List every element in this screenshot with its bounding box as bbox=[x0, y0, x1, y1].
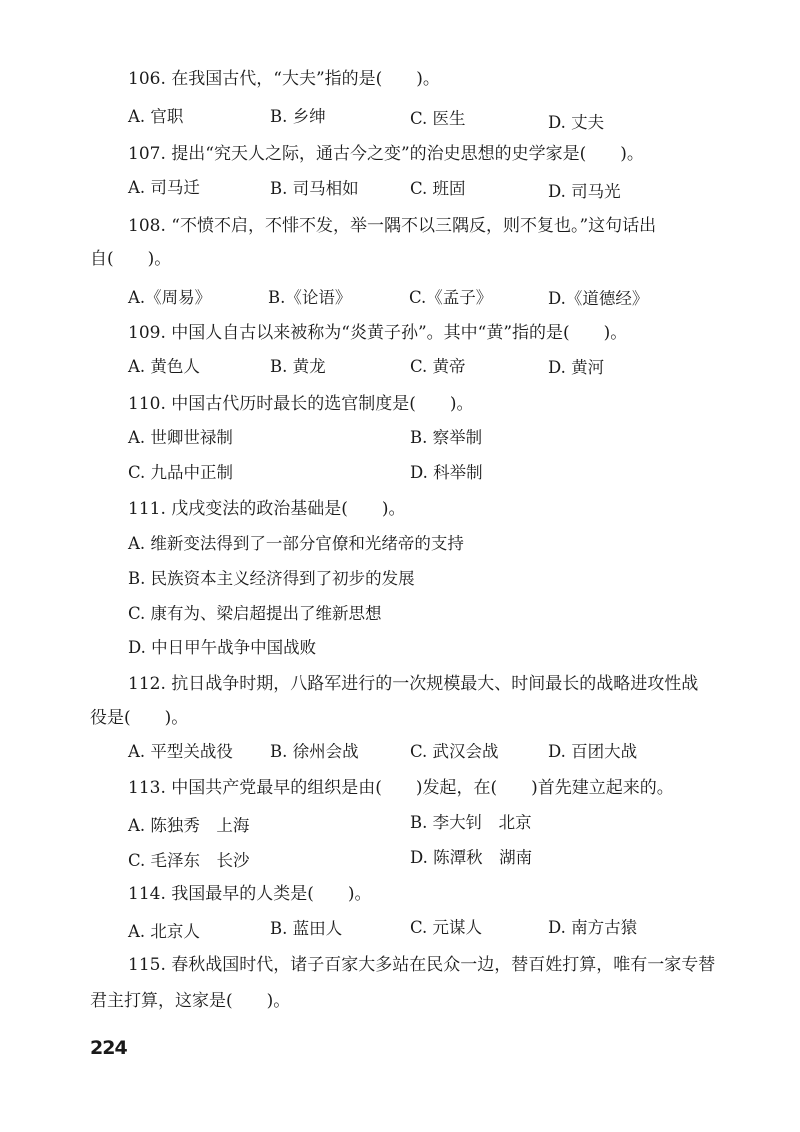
q114-option-b: B. 蓝田人 bbox=[270, 919, 343, 938]
question-106-stem: 106. 在我国古代，“大夫”指的是( )。 bbox=[128, 69, 440, 89]
q109-option-d: D. 黄河 bbox=[548, 358, 605, 377]
question-115-stem: 115. 春秋战国时代，诸子百家大多站在民众一边，替百姓打算，唯有一家专替 bbox=[128, 955, 716, 975]
q107-option-d: D. 司马光 bbox=[548, 182, 621, 201]
q107-option-a: A. 司马迁 bbox=[128, 178, 200, 197]
question-111-stem: 111. 戊戌变法的政治基础是( )。 bbox=[128, 499, 406, 519]
q109-option-a: A. 黄色人 bbox=[128, 357, 200, 376]
q106-option-b: B. 乡绅 bbox=[270, 107, 326, 126]
q113-option-a: A. 陈独秀 上海 bbox=[128, 816, 250, 835]
q114-option-c: C. 元谋人 bbox=[410, 918, 483, 937]
q107-option-c: C. 班固 bbox=[410, 179, 466, 198]
q106-option-c: C. 医生 bbox=[410, 109, 466, 128]
q108-option-a: A.《周易》 bbox=[128, 288, 212, 307]
q112-option-d: D. 百团大战 bbox=[548, 742, 638, 761]
question-113-stem: 113. 中国共产党最早的组织是由( )发起，在( )首先建立起来的。 bbox=[128, 778, 674, 798]
question-114-stem: 114. 我国最早的人类是( )。 bbox=[128, 884, 372, 904]
q110-option-a: A. 世卿世禄制 bbox=[128, 428, 233, 447]
q109-option-c: C. 黄帝 bbox=[410, 357, 466, 376]
question-112-stem-continued: 役是( )。 bbox=[90, 708, 189, 728]
q107-option-b: B. 司马相如 bbox=[270, 179, 359, 198]
question-110-stem: 110. 中国古代历时最长的选官制度是( )。 bbox=[128, 394, 474, 414]
q111-option-c: C. 康有为、梁启超提出了维新思想 bbox=[128, 604, 382, 623]
q113-option-c: C. 毛泽东 长沙 bbox=[128, 851, 250, 870]
q113-option-d: D. 陈潭秋 湖南 bbox=[410, 848, 533, 867]
q112-option-c: C. 武汉会战 bbox=[410, 742, 499, 761]
q109-option-b: B. 黄龙 bbox=[270, 357, 326, 376]
q110-option-d: D. 科举制 bbox=[410, 463, 483, 482]
q113-option-b: B. 李大钊 北京 bbox=[410, 813, 532, 832]
q108-option-b: B.《论语》 bbox=[268, 288, 352, 307]
question-107-stem: 107. 提出“究天人之际，通古今之变”的治史思想的史学家是( )。 bbox=[128, 144, 644, 164]
q112-option-b: B. 徐州会战 bbox=[270, 742, 359, 761]
q111-option-a: A. 维新变法得到了一部分官僚和光绪帝的支持 bbox=[128, 534, 464, 553]
q111-option-b: B. 民族资本主义经济得到了初步的发展 bbox=[128, 569, 415, 588]
q112-option-a: A. 平型关战役 bbox=[128, 742, 233, 761]
question-115-stem-continued: 君主打算，这家是( )。 bbox=[90, 991, 291, 1011]
question-109-stem: 109. 中国人自古以来被称为“炎黄子孙”。其中“黄”指的是( )。 bbox=[128, 323, 628, 343]
q110-option-c: C. 九品中正制 bbox=[128, 463, 234, 482]
question-112-stem: 112. 抗日战争时期，八路军进行的一次规模最大、时间最长的战略进攻性战 bbox=[128, 674, 699, 694]
page-number: 224 bbox=[90, 1037, 127, 1059]
q108-option-d: D.《道德经》 bbox=[548, 289, 649, 308]
q110-option-b: B. 察举制 bbox=[410, 428, 483, 447]
question-108-stem-continued: 自( )。 bbox=[90, 249, 172, 269]
question-108-stem: 108. “不愤不启，不悱不发，举一隅不以三隅反，则不复也。”这句话出 bbox=[128, 216, 657, 236]
q111-option-d: D. 中日甲午战争中国战败 bbox=[128, 638, 317, 657]
q114-option-a: A. 北京人 bbox=[128, 922, 200, 941]
q108-option-c: C.《孟子》 bbox=[409, 288, 493, 307]
q106-option-a: A. 官职 bbox=[128, 107, 184, 126]
q106-option-d: D. 丈夫 bbox=[548, 113, 605, 132]
q114-option-d: D. 南方古猿 bbox=[548, 918, 638, 937]
